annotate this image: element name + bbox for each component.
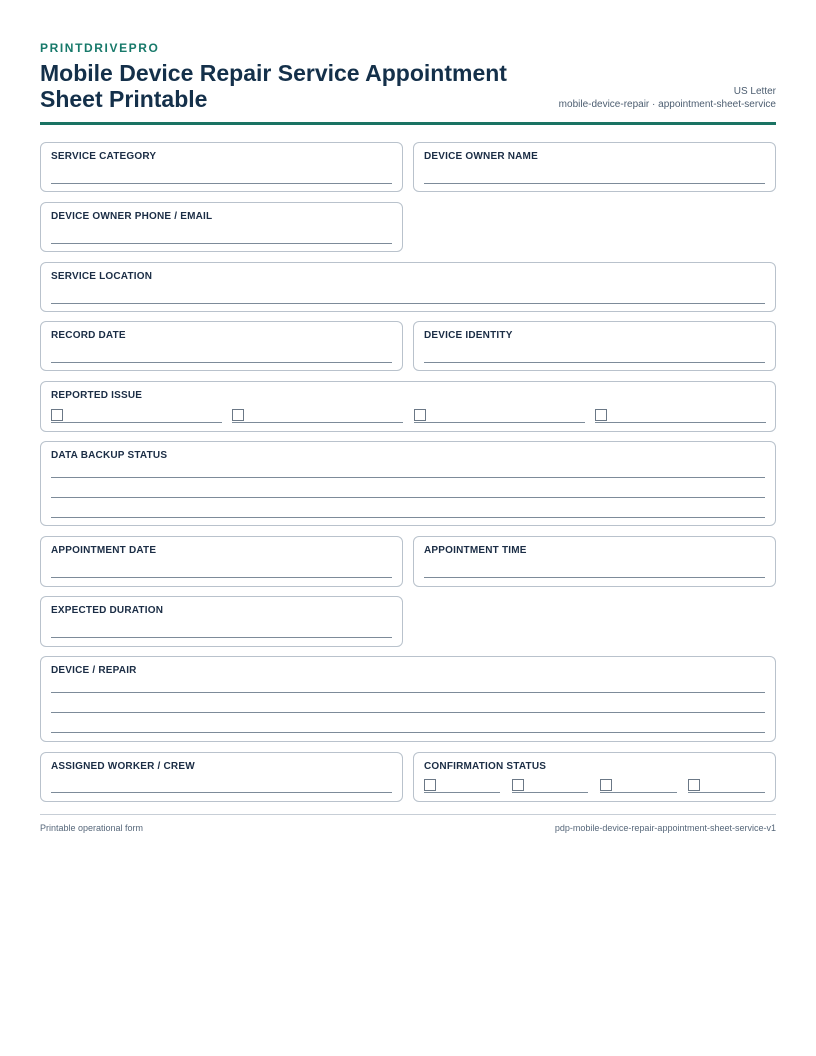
record-date-line[interactable] [51,362,392,363]
footer-form-id: pdp-mobile-device-repair-appointment-sheet-service-v1 [554,823,776,833]
page-title: Mobile Device Repair Service Appointment Sheet Printable [40,60,507,112]
confirmation-status-option[interactable] [424,779,500,793]
header-rule [40,122,776,125]
checkbox[interactable] [424,779,436,791]
expected-duration-line[interactable] [51,637,392,638]
paper-size: US Letter [733,86,776,97]
reported-issue-option[interactable] [595,409,766,423]
footer-left-text: Printable operational form [40,823,144,833]
option-line [414,422,585,423]
service-category-line[interactable] [51,183,392,184]
checkbox[interactable] [232,409,244,421]
confirmation-status-option[interactable] [512,779,588,793]
checkbox[interactable] [688,779,700,791]
assigned-worker-label: ASSIGNED WORKER / CREW [51,761,195,772]
data-backup-status-label: DATA BACKUP STATUS [51,450,168,461]
option-line [232,422,403,423]
confirmation-status-option[interactable] [600,779,677,793]
record-date-label: RECORD DATE [51,330,126,341]
checkbox[interactable] [414,409,426,421]
reported-issue-label: REPORTED ISSUE [51,390,143,401]
confirmation-status-label: CONFIRMATION STATUS [424,761,547,772]
option-line [600,792,677,793]
reported-issue-option[interactable] [414,409,585,423]
device-repair-line[interactable] [51,732,765,733]
option-line [595,422,766,423]
appointment-time-line[interactable] [424,577,765,578]
data-backup-status-line[interactable] [51,497,765,498]
device-repair-label: DEVICE / REPAIR [51,665,137,676]
data-backup-status-line[interactable] [51,517,765,518]
device-identity-box [413,321,776,371]
reported-issue-option[interactable] [232,409,403,423]
document-meta [559,85,776,111]
assigned-worker-box [40,752,403,802]
data-backup-status-line[interactable] [51,477,765,478]
appointment-time-label: APPOINTMENT TIME [424,545,527,556]
checkbox[interactable] [512,779,524,791]
device-owner-contact-line[interactable] [51,243,392,244]
confirmation-status-box [413,752,776,802]
expected-duration-label: EXPECTED DURATION [51,605,164,616]
reported-issue-box [40,381,776,432]
device-owner-contact-label: DEVICE OWNER PHONE / EMAIL [51,211,213,222]
record-date-box [40,321,403,371]
expected-duration-box [40,596,403,647]
device-owner-name-line[interactable] [424,183,765,184]
assigned-worker-line[interactable] [51,792,392,793]
footer-rule [40,814,776,815]
option-line [512,792,588,793]
service-location-label: SERVICE LOCATION [51,271,153,282]
device-repair-line[interactable] [51,712,765,713]
device-identity-line[interactable] [424,362,765,363]
service-category-label: SERVICE CATEGORY [51,151,157,162]
appointment-time-box [413,536,776,587]
service-location-box [40,262,776,312]
service-category-box [40,142,403,192]
reported-issue-option[interactable] [51,409,222,423]
appointment-date-line[interactable] [51,577,392,578]
device-owner-name-label: DEVICE OWNER NAME [424,151,538,162]
device-owner-contact-box [40,202,403,252]
checkbox[interactable] [595,409,607,421]
option-line [51,422,222,423]
device-repair-line[interactable] [51,692,765,693]
appointment-date-box [40,536,403,587]
service-location-line[interactable] [51,303,765,304]
device-owner-name-box [413,142,776,192]
document-tags: mobile-device-repair · appointment-sheet-service [558,99,776,110]
option-line [688,792,765,793]
option-line [424,792,500,793]
confirmation-status-option[interactable] [688,779,765,793]
checkbox[interactable] [51,409,63,421]
brand-name: PRINTDRIVEPRO [40,41,160,55]
checkbox[interactable] [600,779,612,791]
data-backup-status-box [40,441,776,526]
device-repair-box [40,656,776,742]
device-identity-label: DEVICE IDENTITY [424,330,513,341]
appointment-date-label: APPOINTMENT DATE [51,545,157,556]
